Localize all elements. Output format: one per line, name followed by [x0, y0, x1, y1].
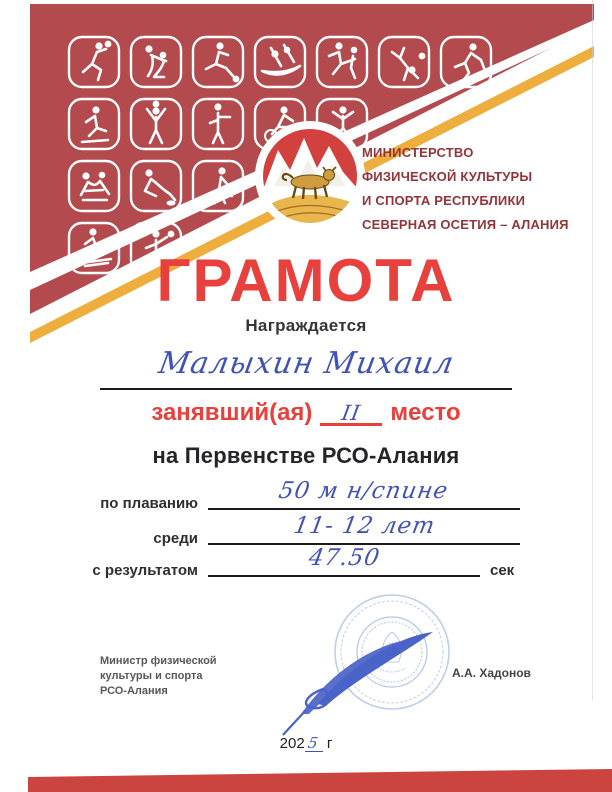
place-blank-field	[320, 403, 382, 426]
field-row-result	[0, 545, 612, 581]
minister-position-line: РСО-Алания	[100, 685, 168, 697]
date-line	[0, 735, 612, 752]
place-line	[0, 399, 612, 427]
ministry-line: СЕВЕРНАЯ ОСЕТИЯ – АЛАНИЯ	[362, 217, 569, 232]
ministry-line: МИНИСТЕРСТВО	[362, 145, 474, 160]
minister-position	[100, 654, 230, 699]
field-label: по плаванию	[100, 495, 198, 512]
ossetia-emblem-icon	[255, 121, 365, 231]
date-digit-field	[305, 736, 323, 752]
field-underline	[208, 509, 520, 545]
signature-stroke	[283, 632, 433, 735]
date-printed-prefix: 202	[279, 735, 305, 752]
signer-name: А.А. Хадонов	[452, 666, 531, 680]
certificate-title: ГРАМОТА	[156, 247, 456, 314]
place-suffix: место	[390, 399, 461, 426]
ministry-line: ФИЗИЧЕСКОЙ КУЛЬТУРЫ	[362, 169, 533, 184]
ministry-line: И СПОРТА РЕСПУБЛИКИ	[362, 193, 526, 208]
date-suffix: г	[326, 735, 333, 752]
minister-position-line: Министр физической	[100, 655, 217, 667]
place-prefix: занявший(ая)	[151, 399, 313, 426]
recipient-name-handwriting: Малыхин Михаил	[155, 346, 457, 381]
ministry-name	[362, 141, 577, 237]
field-underline	[208, 541, 480, 577]
minister-position-line: культуры и спорта	[100, 670, 203, 682]
result-handwriting: 47.50	[306, 545, 382, 571]
date-digit-handwriting: 5	[306, 734, 321, 752]
recipient-name-field	[100, 346, 512, 390]
event-line: на Первенстве РСО-Алания	[152, 443, 460, 468]
field-underline	[208, 474, 520, 510]
field-label: среди	[153, 530, 198, 547]
result-unit-label: сек	[490, 562, 515, 579]
place-handwriting: II	[339, 401, 363, 425]
field-label: с результатом	[92, 562, 198, 579]
discipline-handwriting: 50 м н/спине	[277, 478, 451, 504]
awarded-to-label: Награждается	[245, 316, 367, 335]
bottom-red-bar	[28, 769, 612, 792]
age-group-handwriting: 11- 12 лет	[291, 513, 437, 539]
